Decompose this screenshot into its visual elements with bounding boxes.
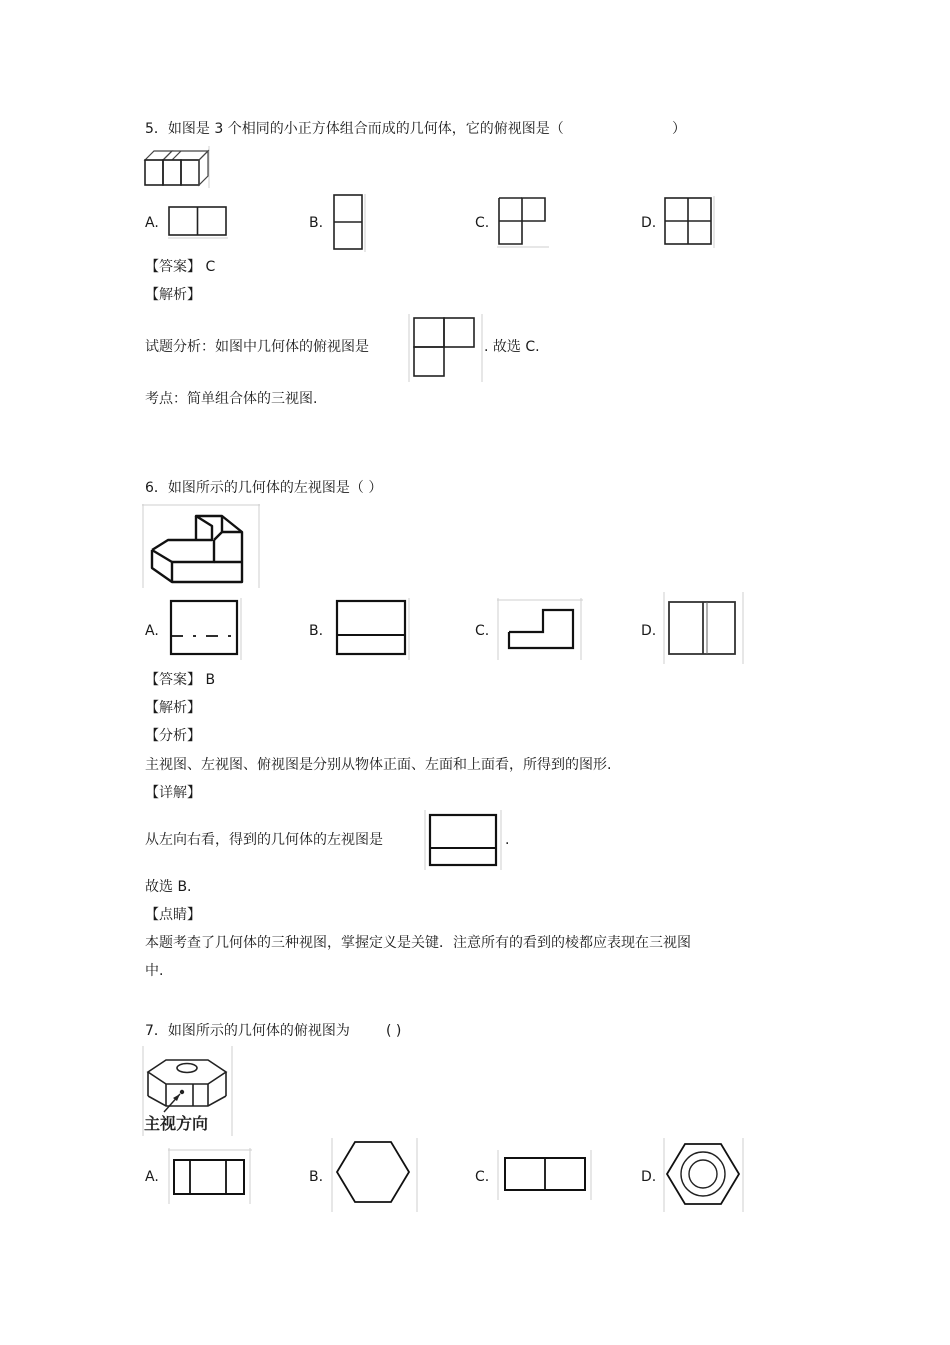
- q6-option-a-figure: [167, 598, 243, 660]
- q7-stem-paren: ( ): [386, 1023, 402, 1039]
- q6-fenxi-text: 主视图、左视图、俯视图是分别从物体正面、左面和上面看，所得到的图形.: [145, 757, 612, 773]
- q6-choose: 故选 B.: [145, 879, 192, 895]
- q7-option-b-figure: [331, 1138, 419, 1212]
- q5-option-a-label: A.: [145, 215, 159, 231]
- q6-option-b-figure: [333, 598, 411, 660]
- q7-option-b-label: B.: [309, 1169, 324, 1185]
- q6-fenxi-label: 【分析】: [145, 728, 201, 744]
- q7-stem: 7．如图所示的几何体的俯视图为: [145, 1023, 350, 1039]
- q6-analysis-label: 【解析】: [145, 700, 201, 716]
- q5-option-c-figure: [497, 196, 549, 248]
- q5-option-c-label: C.: [475, 215, 490, 231]
- q6-dianjing-line2: 中.: [145, 963, 164, 979]
- q7-option-a-label: A.: [145, 1169, 159, 1185]
- q6-option-d-figure: [663, 592, 745, 664]
- q5-option-d-figure: [663, 196, 715, 248]
- q5-option-b-figure: [332, 194, 366, 252]
- q5-option-a-figure: [168, 205, 228, 239]
- q7-option-c-label: C.: [475, 1169, 490, 1185]
- q6-option-b-label: B.: [309, 623, 324, 639]
- q7-figure-caption: 主视方向: [144, 1114, 209, 1133]
- q5-stem: 5．如图是 3 个相同的小正方体组合而成的几何体，它的俯视图是（: [145, 121, 564, 137]
- q5-option-b-label: B.: [309, 215, 324, 231]
- q6-option-c-label: C.: [475, 623, 490, 639]
- q5-analysis-text: 试题分析：如图中几何体的俯视图是: [145, 339, 369, 355]
- q6-dianjing-line1: 本题考查了几何体的三种视图，掌握定义是关键．注意所有的看到的棱都应表现在三视图: [145, 935, 691, 951]
- q5-analysis-figure: [408, 314, 486, 382]
- q5-cubes-figure: [142, 146, 210, 188]
- q5-option-d-label: D.: [641, 215, 657, 231]
- q6-detail-label: 【详解】: [145, 785, 201, 801]
- q5-analysis-tail: . 故选 C.: [484, 339, 540, 355]
- q6-dianjing-label: 【点睛】: [145, 907, 201, 923]
- q6-option-d-label: D.: [641, 623, 657, 639]
- q5-knowledge: 考点：简单组合体的三视图.: [145, 391, 318, 407]
- q7-option-c-figure: [497, 1150, 593, 1200]
- q7-option-d-label: D.: [641, 1169, 657, 1185]
- q6-detail-text: 从左向右看，得到的几何体的左视图是: [145, 832, 383, 848]
- q6-detail-figure: [424, 810, 504, 870]
- q6-solid-figure: [142, 504, 262, 588]
- q6-option-c-figure: [497, 598, 585, 660]
- q6-stem: 6．如图所示的几何体的左视图是（ ）: [145, 480, 383, 496]
- q6-option-a-label: A.: [145, 623, 159, 639]
- q5-analysis-label: 【解析】: [145, 287, 201, 303]
- q5-answer: 【答案】 C: [145, 259, 216, 275]
- q7-option-d-figure: [663, 1138, 745, 1212]
- q5-stem-close: ）: [672, 121, 686, 137]
- q6-answer: 【答案】 B: [145, 672, 216, 688]
- q6-detail-tail: .: [505, 832, 510, 848]
- q7-option-a-figure: [168, 1148, 252, 1204]
